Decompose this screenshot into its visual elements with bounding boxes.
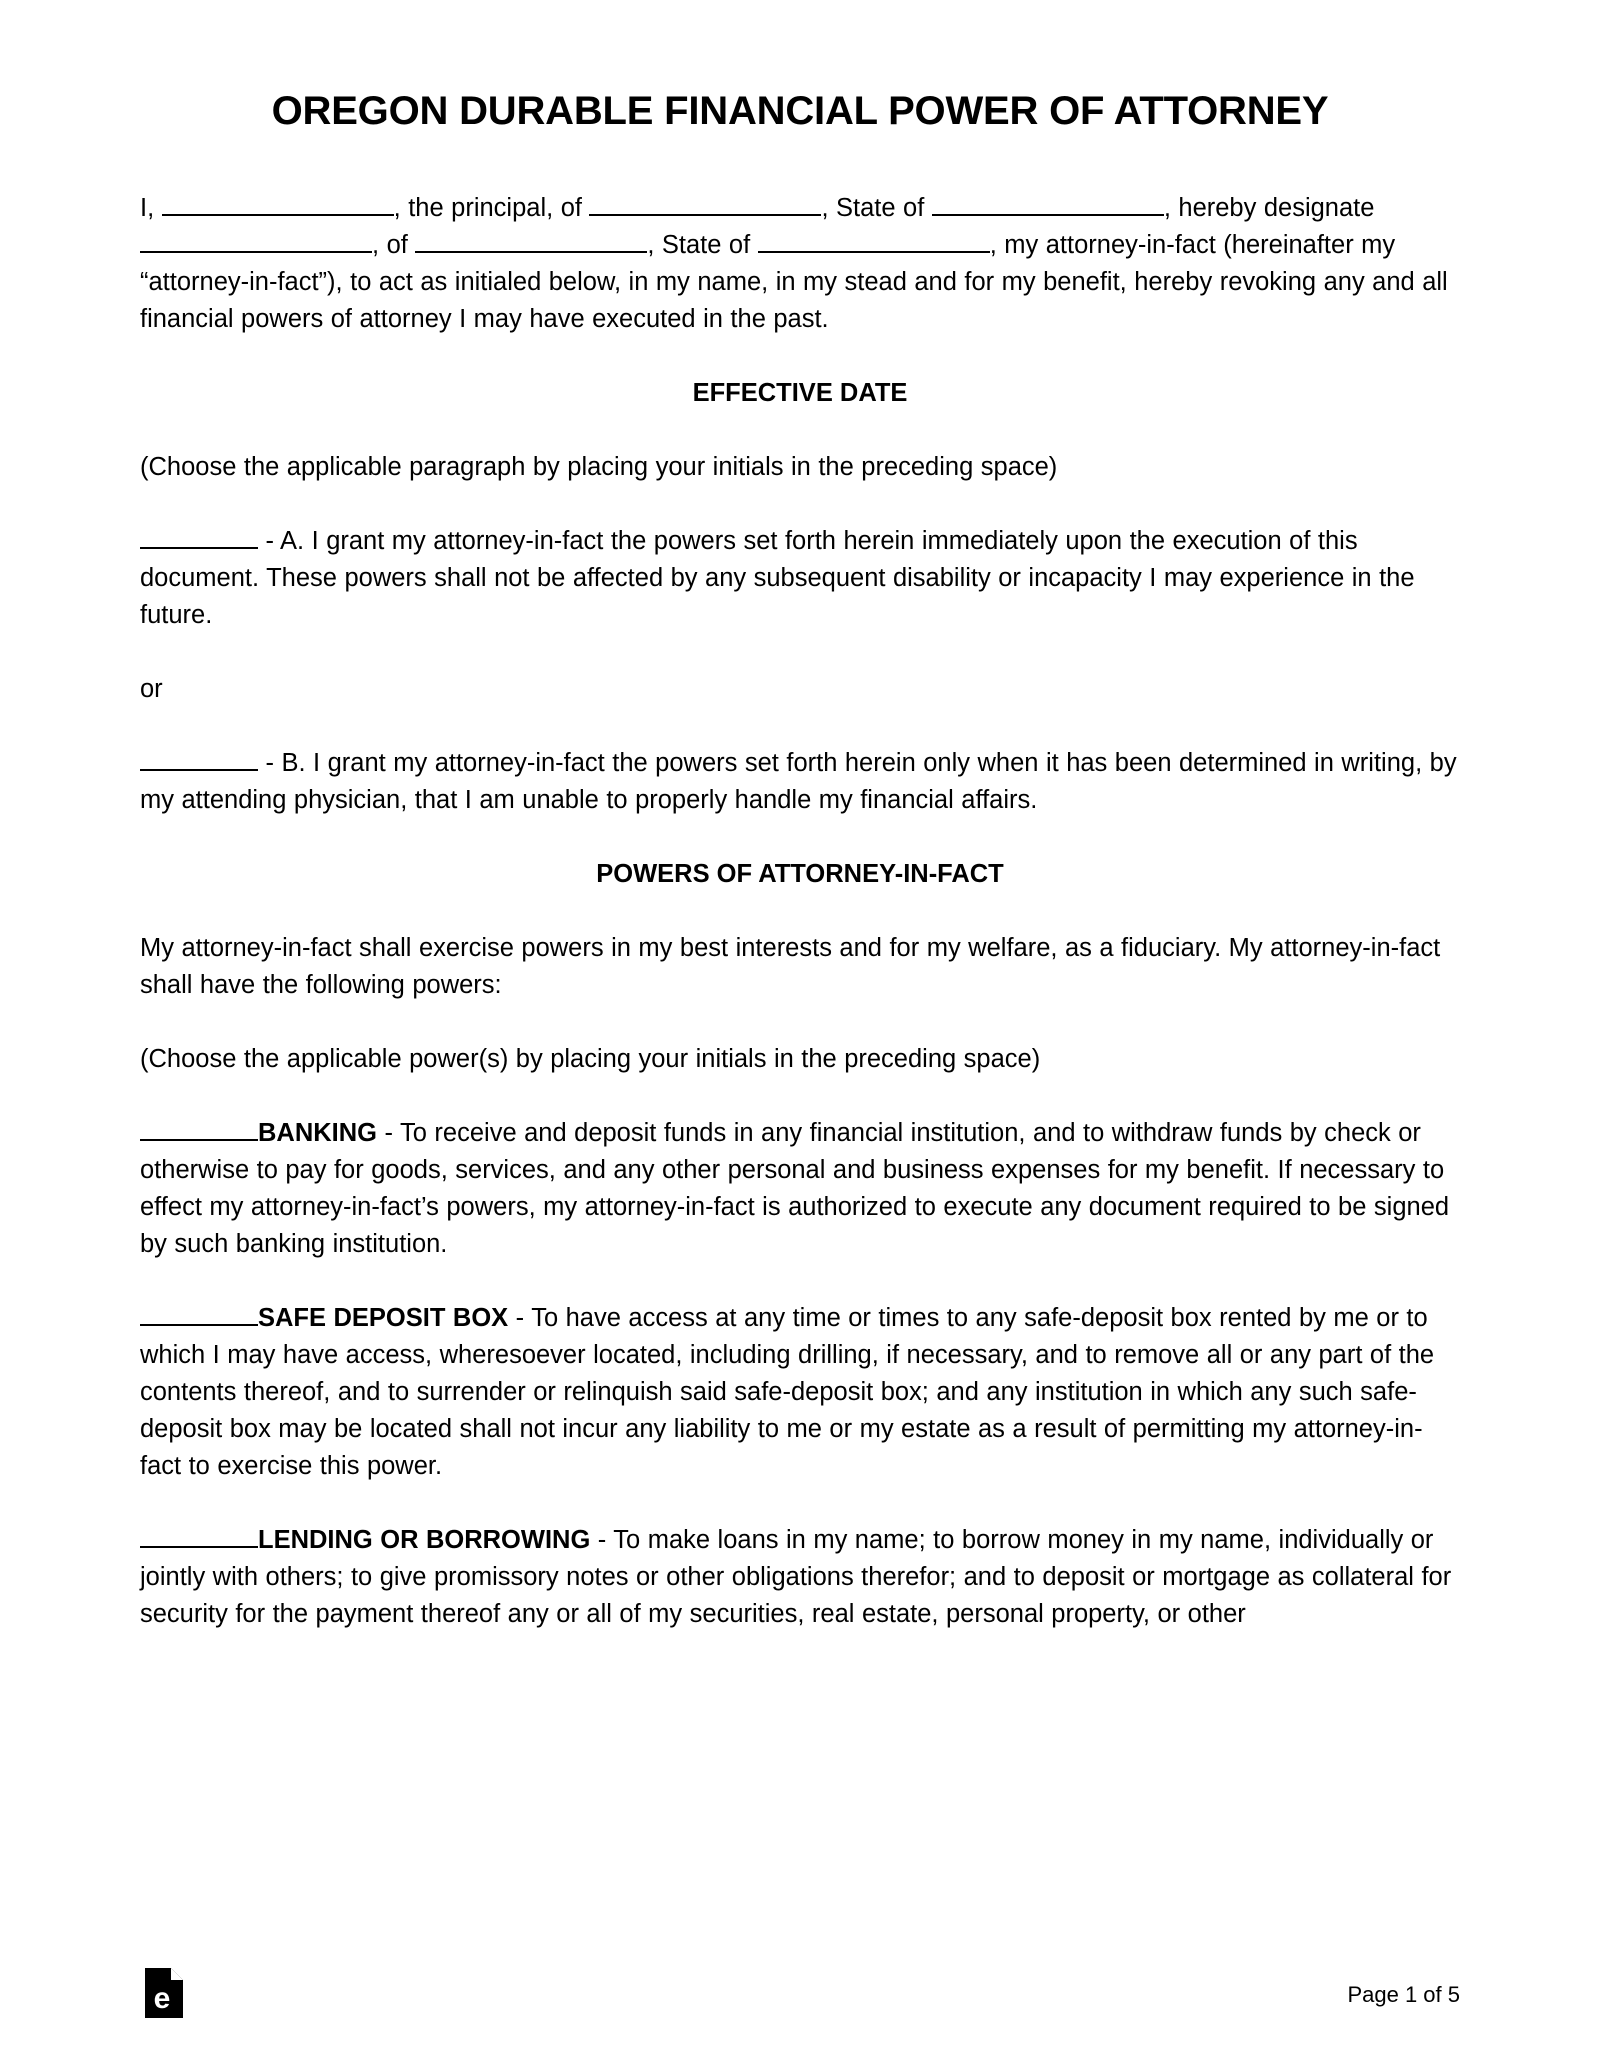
power-safe-deposit-box-initials-blank[interactable]	[140, 1324, 258, 1326]
option-a-initials-blank[interactable]	[140, 547, 258, 549]
spacer-before-effective-date	[140, 338, 1460, 375]
principal-city-blank[interactable]	[589, 214, 821, 216]
intro-seg-2: , the principal, of	[393, 194, 590, 222]
section-heading-powers: POWERS OF ATTORNEY-IN-FACT	[596, 860, 1004, 888]
title-spacer	[140, 134, 1460, 190]
spacer-before-power-banking	[140, 1078, 1460, 1115]
intro-seg-3: , State of	[821, 194, 932, 222]
option-b-initials-blank[interactable]	[140, 769, 258, 771]
power-banking-body: - To receive and deposit funds in any financial institution, and to withdraw funds by check or otherwise to pay for goods, services, and any other personal and business expenses for my benefit. If necessary to effect my attorney-in-fact’s powers, my attorney-in-fact is authorized to execute any document required to be signed by such banking institution.	[140, 1119, 1450, 1258]
power-safe-deposit-box-label: SAFE DEPOSIT BOX	[258, 1304, 509, 1332]
section-heading-effective-date: EFFECTIVE DATE	[692, 379, 908, 407]
principal-name-blank[interactable]	[162, 214, 394, 216]
principal-state-blank[interactable]	[932, 214, 1164, 216]
effective-date-instruction: (Choose the applicable paragraph by placing your initials in the preceding space)	[140, 453, 1058, 481]
power-lending-or-borrowing-initials-blank[interactable]	[140, 1546, 258, 1548]
power-lending-or-borrowing-label: LENDING OR BORROWING	[258, 1526, 591, 1554]
intro-seg-7: , my attorney-in-fact (hereinafter my “attorney-in-fact”), to act as initialed below, in my name, in my stead and for my benefit, hereby revoking any and all financial powers of attorney I may have executed in the past.	[140, 231, 1448, 333]
page-title: OREGON DURABLE FINANCIAL POWER OF ATTORNEY	[271, 89, 1329, 133]
power-item-lending-or-borrowing	[140, 1522, 1460, 1633]
powers-intro-paragraph: My attorney-in-fact shall exercise powers in my best interests and for my welfare, as a fiduciary. My attorney-in-fact shall have the following powers:	[140, 934, 1441, 999]
spacer-before-powers-instruction	[140, 1004, 1460, 1041]
intro-paragraph	[140, 190, 1460, 338]
spacer-after-powers-heading	[140, 893, 1460, 930]
power-item-safe-deposit-box	[140, 1300, 1460, 1485]
power-safe-deposit-box-body: - To have access at any time or times to any safe-deposit box rented by me or to which I may have access, wheresoever located, including drilling, if necessary, and to remove all or any part of the contents thereof, and to surrender or relinquish said safe-deposit box; and any institution in which any such safe-deposit box may be located shall not incur any liability to me or my estate as a result of permitting my attorney-in-fact to exercise this power.	[140, 1304, 1435, 1480]
agent-name-blank[interactable]	[140, 251, 372, 253]
spacer-before-powers-heading	[140, 819, 1460, 856]
spacer-before-option-b	[140, 708, 1460, 745]
power-banking-initials-blank[interactable]	[140, 1139, 258, 1141]
svg-text:e: e	[153, 1982, 171, 2015]
eforms-logo-icon[interactable]	[145, 1968, 183, 2018]
intro-seg-5: , of	[372, 231, 416, 259]
spacer-before-power-safe-deposit-box	[140, 1263, 1460, 1300]
intro-seg-1: I,	[140, 194, 162, 222]
page-number-label: Page 1 of 5	[1347, 1982, 1460, 2007]
power-banking-label: BANKING	[258, 1119, 377, 1147]
power-item-banking	[140, 1115, 1460, 1263]
spacer-before-option-a	[140, 486, 1460, 523]
effective-date-conjunction: or	[140, 675, 163, 703]
agent-state-blank[interactable]	[758, 251, 990, 253]
power-lending-or-borrowing-body: - To make loans in my name; to borrow money in my name, individually or jointly with others; to give promissory notes or other obligations therefor; and to deposit or mortgage as collateral for security for the payment thereof any or all of my securities, real estate, personal property, or other	[140, 1526, 1452, 1628]
intro-seg-6: , State of	[647, 231, 758, 259]
intro-seg-4: , hereby designate	[1163, 194, 1375, 222]
spacer-after-effective-date-heading	[140, 412, 1460, 449]
powers-instruction: (Choose the applicable power(s) by placing your initials in the preceding space)	[140, 1045, 1041, 1073]
option-a-text: - A. I grant my attorney-in-fact the powers set forth herein immediately upon the execution of this document. These powers shall not be affected by any subsequent disability or incapacity I may experience in the future.	[140, 527, 1415, 629]
spacer-before-power-lending-or-borrowing	[140, 1485, 1460, 1522]
effective-date-option-b	[140, 745, 1460, 819]
option-b-text: - B. I grant my attorney-in-fact the powers set forth herein only when it has been determined in writing, by my attending physician, that I am unable to properly handle my financial affairs.	[140, 749, 1457, 814]
spacer-before-or	[140, 634, 1460, 671]
effective-date-option-a	[140, 523, 1460, 634]
page-footer	[140, 1956, 1460, 2018]
agent-city-blank[interactable]	[415, 251, 647, 253]
